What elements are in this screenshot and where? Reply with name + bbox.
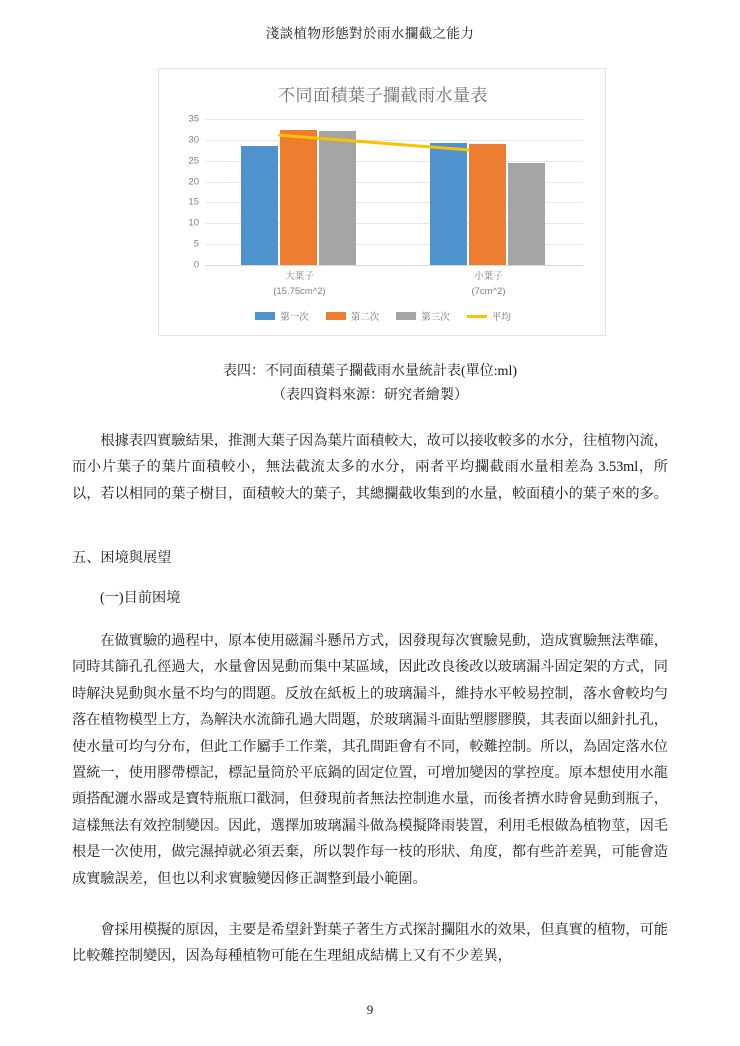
chart-legend-item[interactable] — [467, 309, 511, 323]
chart-category-name: 大葉子 — [285, 271, 314, 282]
chart-category-name: 小葉子 — [474, 271, 503, 282]
paragraph-current-difficulties: 在做實驗的過程中，原本使用磁漏斗懸吊方式，因發現每次實驗晃動，造成實驗無法準確，同時其篩孔孔徑過大，水量會因晃動而集中某區域，因此改良後改以玻璃漏斗固定架的方式，同時解決晃動與水量不均勻的問題。反放在紙板上的玻璃漏斗，維持水平較易控制，落水會較均勻落在植物模型上方，為解決水流篩孔過大問題，於玻璃漏斗面貼塑膠膠膜，其表面以細針扎孔，使水量可均勻分布，但此工作屬手工作業，其孔間距會有不同，較難控制。所以，為固定落水位置統一，使用膠帶標記，標記量筒於平底鍋的固定位置，可增加變因的掌控度。原本想使用水龍頭搭配灑水器或是寶特瓶瓶口戳洞，但發現前者無法控制進水量，而後者擠水時會晃動到瓶子，這樣無法有效控制變因。因此，選擇加玻璃漏斗做為模擬降雨裝置，利用毛根做為植物莖，因毛根是一次使用，做完濕掉就必須丟棄，所以製作每一枝的形狀、角度，都有些許差異，可能會造成實驗誤差，但也以利求實驗變因修正調整到最小範圍。 — [72, 633, 668, 887]
chart-category-area: (7cm^2) — [471, 286, 506, 297]
figure-caption — [0, 360, 740, 408]
legend-line-swatch-icon — [467, 315, 487, 318]
chart-legend-item[interactable] — [255, 309, 309, 323]
chart-plot-area — [188, 113, 583, 271]
chart-y-tick-label: 35 — [188, 113, 199, 125]
chart-category-area: (15.75cm^2) — [273, 286, 326, 297]
chart-y-tick-label: 25 — [188, 155, 199, 167]
chart-y-tick-label: 20 — [188, 176, 199, 188]
chart-y-tick-label: 5 — [193, 238, 199, 250]
chart-legend-label: 第三次 — [421, 312, 450, 323]
chart-y-tick-label: 0 — [193, 259, 199, 271]
legend-color-swatch-icon — [255, 312, 275, 320]
chart-legend-item[interactable] — [326, 309, 380, 323]
chart-figure — [158, 68, 606, 336]
sub-heading-current-difficulties: (一)目前困境 — [100, 590, 181, 606]
chart-category-labels — [205, 269, 583, 311]
chart-legend — [159, 309, 607, 323]
chart-average-line — [205, 119, 583, 265]
figure-caption-line-1: 表四：不同面積葉子攔截雨水量統計表(單位:ml) — [223, 364, 517, 379]
chart-legend-item[interactable] — [396, 309, 450, 323]
chart-y-tick-label: 10 — [188, 217, 199, 229]
chart-y-tick-label: 15 — [188, 196, 199, 208]
chart-y-tick-label: 30 — [188, 134, 199, 146]
legend-color-swatch-icon — [326, 312, 346, 320]
chart-legend-label: 第二次 — [350, 312, 380, 323]
page-number: 9 — [366, 1002, 374, 1017]
section-heading-difficulties-outlook: 五、困境與展望 — [72, 550, 172, 566]
figure-caption-line-2: （表四資料來源：研究者繪製） — [272, 388, 468, 403]
chart-gridline — [193, 259, 583, 271]
chart-legend-label: 第一次 — [280, 312, 309, 323]
legend-color-swatch-icon — [396, 312, 416, 320]
running-header: 淺談植物形態對於雨水攔截之能力 — [265, 26, 475, 41]
chart-legend-label: 平均 — [491, 312, 511, 323]
chart-category-label — [205, 269, 394, 299]
chart-category-label — [394, 269, 583, 299]
paragraph-simulation-rationale: 會採用模擬的原因，主要是希望針對葉子著生方式探討攔阻水的效果，但真實的植物，可能比較難控制變因，因為每種植物可能在生理組成結構上又有不少差異， — [72, 922, 668, 965]
paragraph-results-discussion: 根據表四實驗結果，推測大葉子因為葉片面積較大，故可以接收較多的水分，往植物內流，而小片葉子的葉片面積較小，無法截流太多的水分，兩者平均攔截雨水量相差為 3.53ml，所以，若以相同的葉子樹目，面積較大的葉子，其總攔截收集到的水量，較面積小的葉子來的多。 — [72, 433, 668, 502]
chart-title: 不同面積葉子攔截雨水量表 — [278, 86, 488, 105]
